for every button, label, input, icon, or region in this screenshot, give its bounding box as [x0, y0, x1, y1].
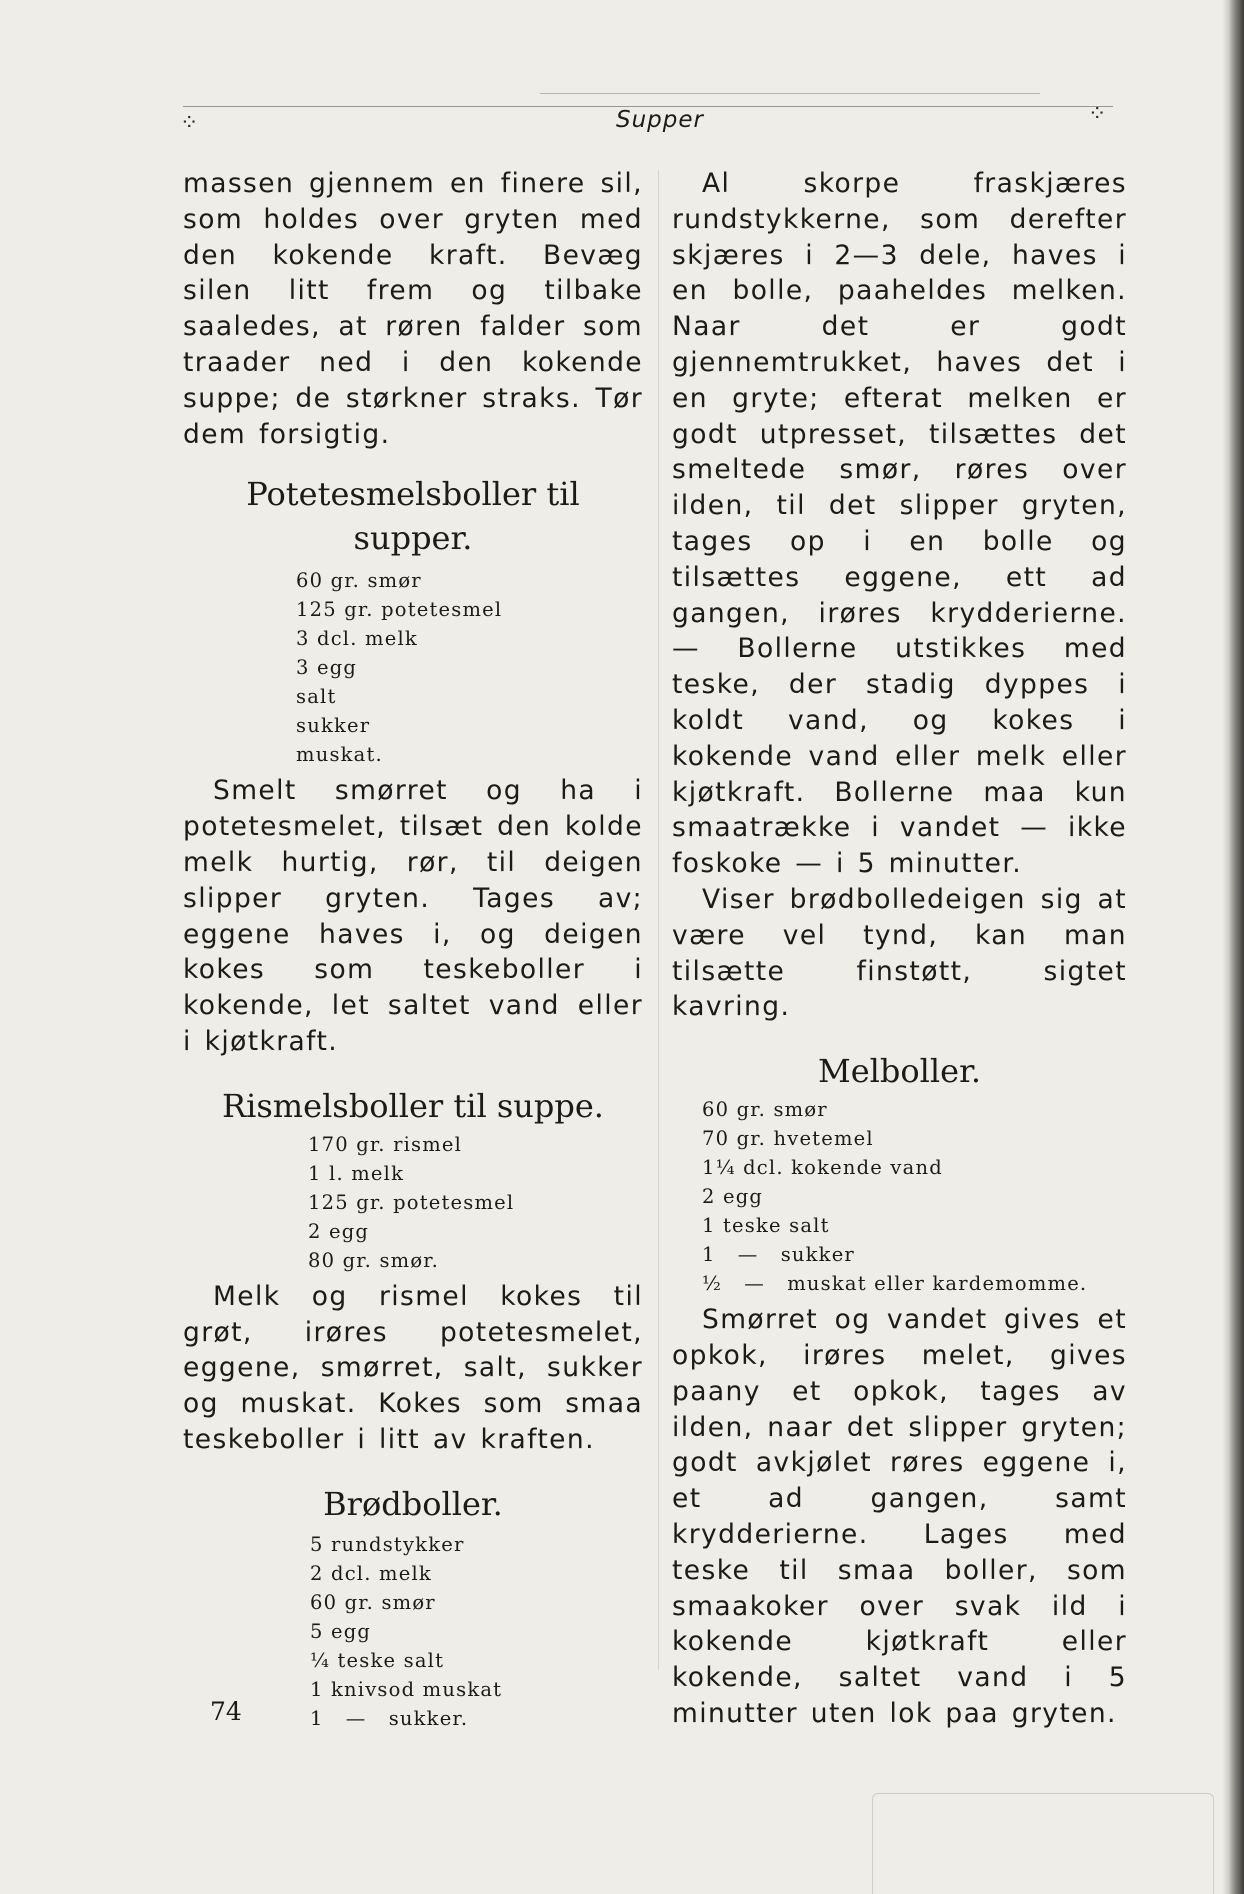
- potetesmelsboller-ingredients: [296, 566, 643, 769]
- rismelsboller-method: Melk og rismel kokes til grøt, irøres potetesmelet, eggene, smørret, salt, sukker og muskat. Kokes som smaa teskeboller i litt av kraften.: [183, 1280, 643, 1455]
- ingredient: 1 — sukker.: [310, 1706, 469, 1730]
- brodboller-title: Brødboller.: [323, 1484, 503, 1523]
- rismelsboller-title: Rismelsboller til suppe.: [222, 1086, 604, 1125]
- header-rule-upper: [540, 93, 1040, 94]
- potetesmelsboller-title-line2: supper.: [353, 519, 473, 558]
- ingredient: 3 dcl. melk: [296, 627, 418, 651]
- rismelsboller-ingredients: [308, 1130, 643, 1275]
- ingredient: 1 knivsod muskat: [310, 1677, 503, 1701]
- ingredient: muskat.: [296, 743, 383, 767]
- brodboller-method-p1: Al skorpe fraskjæres rundstykkerne, som derefter skjæres i 2—3 dele, haves i en bolle, paaheldes melken. Naar det er godt gjennemtrukket, haves det i en gryte; efterat melken er godt utpresset, tilsættes det smeltede smør, røres over ilden, til det slipper gryten, tages op i en bolle og tilsættes eggene, ett ad gangen, irøres krydderierne. — Bollerne utstikkes med teske, der stadig dyppes i koldt vand, og kokes i kokende vand eller melk eller kjøtkraft. Bollerne maa kun smaatrække i vandet — ikke foskoke — i 5 minutter.: [672, 168, 1127, 880]
- melboller-ingredients: [702, 1095, 1127, 1298]
- ingredient: 2 egg: [308, 1219, 370, 1243]
- potetesmelsboller-title-line1: Potetesmelsboller til: [246, 475, 580, 514]
- intro-paragraph: massen gjennem en finere sil, som holdes over gryten med den kokende kraft. Bevæg silen litt frem og tilbake saaledes, at røren falder som traader ned i den kokende suppe; de størkner straks. Tør dem forsigtig.: [183, 168, 643, 450]
- page-number: 74: [210, 1697, 242, 1726]
- ingredient: 60 gr. smør: [296, 569, 422, 593]
- book-spine-edge: [1228, 0, 1244, 1894]
- ingredient: 2 dcl. melk: [310, 1561, 432, 1585]
- potetesmelsboller-title: [183, 472, 643, 560]
- ingredient: 5 rundstykker: [310, 1532, 465, 1556]
- ingredient: 5 egg: [310, 1619, 372, 1643]
- left-column: [183, 166, 643, 1733]
- ingredient: ¼ teske salt: [310, 1648, 445, 1672]
- ingredient: 60 gr. smør: [702, 1098, 828, 1122]
- right-ornament-icon: ⁘: [1088, 102, 1107, 127]
- ingredient: salt: [296, 685, 337, 709]
- running-head: Supper: [616, 107, 704, 133]
- ingredient: 70 gr. hvetemel: [702, 1127, 874, 1151]
- column-divider: [658, 170, 659, 1670]
- ingredient: ½ — muskat eller kardemomme.: [702, 1272, 1088, 1296]
- ingredient: 1¼ dcl. kokende vand: [702, 1156, 943, 1180]
- ingredient: 125 gr. potetesmel: [308, 1190, 515, 1214]
- page-tab-outline: [872, 1793, 1214, 1894]
- ingredient: 170 gr. rismel: [308, 1132, 463, 1156]
- ingredient: 80 gr. smør.: [308, 1248, 440, 1272]
- ingredient: 60 gr. smør: [310, 1590, 436, 1614]
- ingredient: 1 l. melk: [308, 1161, 405, 1185]
- brodboller-method-p2: Viser brødbolledeigen sig at være vel tynd, kan man tilsætte finstøtt, sigtet kavring.: [672, 883, 1127, 1023]
- ingredient: 3 egg: [296, 656, 358, 680]
- left-ornament-icon: ⁘: [180, 111, 199, 136]
- ingredient: 1 teske salt: [702, 1214, 830, 1238]
- ingredient: 2 egg: [702, 1185, 764, 1209]
- potetesmelsboller-method: Smelt smørret og ha i potetesmelet, tilsæt den kolde melk hurtig, rør, til deigen slipper gryten. Tages av; eggene haves i, og deigen kokes som teskeboller i kokende, let saltet vand eller i kjøtkraft.: [183, 775, 643, 1057]
- ingredient: 125 gr. potetesmel: [296, 598, 503, 622]
- brodboller-ingredients: [310, 1530, 643, 1733]
- ingredient: 1 — sukker: [702, 1243, 855, 1267]
- ingredient: sukker: [296, 714, 371, 738]
- melboller-title: Melboller.: [817, 1052, 982, 1091]
- melboller-method: Smørret og vandet gives et opkok, irøres melet, gives paany et opkok, tages av ilden, naar det slipper gryten; godt avkjølet røres eggene i, et ad gangen, samt krydderierne. Lages med teske til smaa boller, som smaakoker over svak ild i kokende kjøtkraft eller kokende, saltet vand i 5 minutter uten lok paa gryten.: [672, 1304, 1127, 1729]
- right-column: [672, 166, 1127, 1732]
